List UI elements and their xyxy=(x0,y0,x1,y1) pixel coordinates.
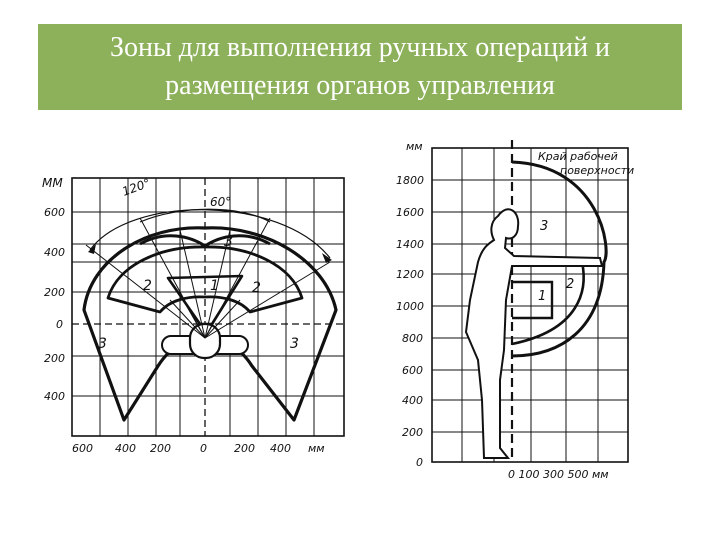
left-x-tick-600: 600 xyxy=(72,442,93,455)
left-y-tick-neg400: 400 xyxy=(44,390,65,403)
operator-head xyxy=(190,324,220,358)
left-x-unit: мм xyxy=(308,442,325,455)
angle-60-label: 60° xyxy=(210,195,232,209)
zone-label-3-right: 3 xyxy=(290,336,299,352)
right-y-tick-1400: 1400 xyxy=(396,238,424,251)
edge-caption-line1: Край рабочей xyxy=(538,150,618,163)
edge-caption-line2: поверхности xyxy=(560,164,635,177)
right-y-tick-200: 200 xyxy=(402,426,423,439)
left-unit-label: ММ xyxy=(42,176,63,190)
left-x-tick-200: 200 xyxy=(150,442,171,455)
right-y-tick-1600: 1600 xyxy=(396,206,424,219)
right-unit-label: мм xyxy=(406,140,423,153)
left-y-tick-400: 400 xyxy=(44,246,65,259)
left-y-tick-neg200: 200 xyxy=(44,352,65,365)
standing-operator xyxy=(466,209,602,458)
title-line-1: Зоны для выполнения ручных операций и xyxy=(109,32,611,63)
right-zone-label-2: 2 xyxy=(566,277,575,292)
right-y-tick-800: 800 xyxy=(402,332,423,345)
right-y-tick-400: 400 xyxy=(402,394,423,407)
right-grid-frame xyxy=(432,148,628,462)
right-y-tick-1200: 1200 xyxy=(396,268,424,281)
right-y-tick-0: 0 xyxy=(416,456,423,469)
left-x-tick-400b: 400 xyxy=(270,442,291,455)
left-diagram xyxy=(42,176,344,455)
right-diagram xyxy=(396,140,634,481)
left-y-tick-0: 0 xyxy=(56,318,63,331)
right-y-tick-1000: 1000 xyxy=(396,300,424,313)
right-zone-label-3: 3 xyxy=(540,219,549,234)
right-zone-label-1: 1 xyxy=(538,289,547,304)
right-y-tick-1800: 1800 xyxy=(396,174,424,187)
zone-label-1: 1 xyxy=(210,278,219,294)
right-x-ticks: 0 100 300 500 мм xyxy=(508,468,609,481)
left-x-tick-0: 0 xyxy=(200,442,207,455)
zone-label-3-left: 3 xyxy=(98,336,107,352)
title-line-2: размещения органов управления xyxy=(165,70,555,101)
zone-label-2-right: 2 xyxy=(252,280,261,296)
left-y-tick-600: 600 xyxy=(44,206,65,219)
left-grid-vertical xyxy=(100,175,314,436)
angle-120-label: 120° xyxy=(120,175,153,199)
zone-label-3-top: 3 xyxy=(224,234,233,250)
left-grid-horizontal xyxy=(72,212,344,396)
left-x-tick-400: 400 xyxy=(115,442,136,455)
left-y-tick-200: 200 xyxy=(44,286,65,299)
left-x-tick-200b: 200 xyxy=(234,442,255,455)
zone-label-2-left: 2 xyxy=(143,278,152,294)
right-y-tick-600: 600 xyxy=(402,364,423,377)
